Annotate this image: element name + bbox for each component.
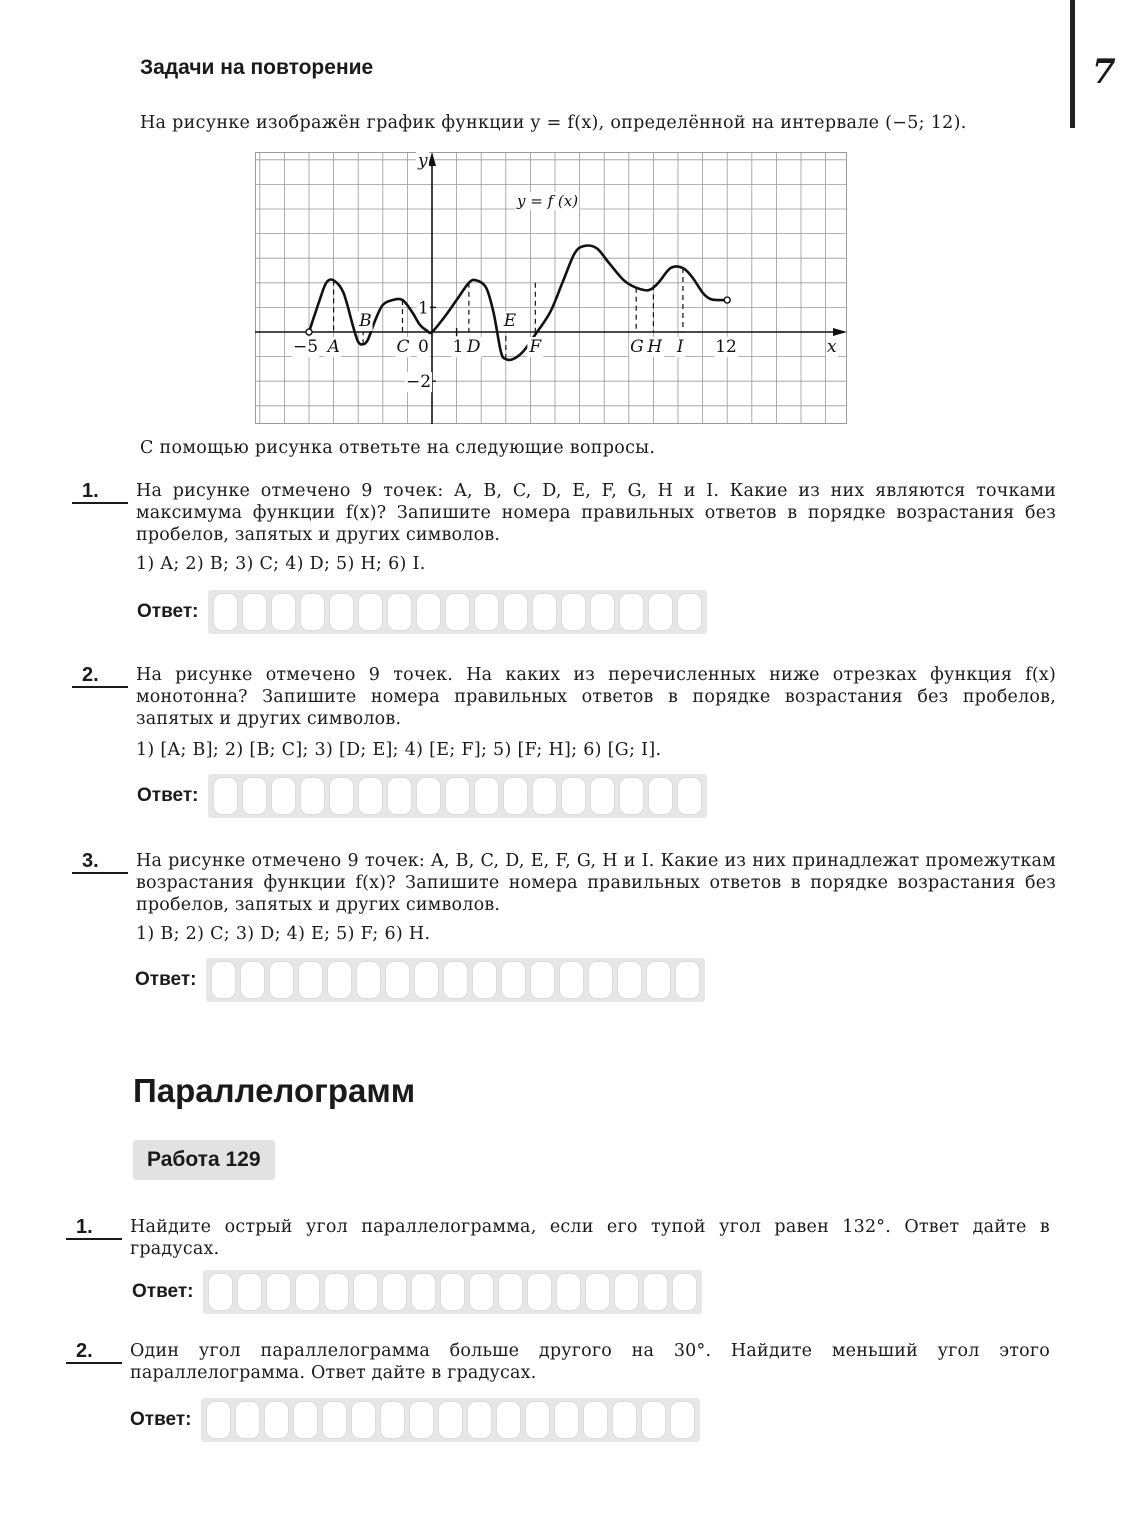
- answer-cell[interactable]: [501, 961, 526, 999]
- answer-cell[interactable]: [588, 961, 613, 999]
- answer-cell[interactable]: [213, 593, 238, 631]
- answer-cell[interactable]: [677, 777, 702, 815]
- point-label-e: E: [503, 311, 517, 331]
- answer-cell[interactable]: [643, 1273, 668, 1311]
- task-options: 1) B; 2) C; 3) D; 4) E; 5) F; 6) H.: [136, 924, 431, 944]
- answer-cell[interactable]: [590, 593, 615, 631]
- answer-cell[interactable]: [387, 593, 412, 631]
- answer-field[interactable]: [208, 774, 707, 818]
- intro-text: На рисунке изображён график функции y = f(x), определённой на интервале (−5; 12).: [140, 113, 967, 133]
- answer-cell[interactable]: [440, 1273, 465, 1311]
- answer-field[interactable]: [201, 1398, 700, 1442]
- answer-cell[interactable]: [416, 593, 441, 631]
- x-axis-label: x: [827, 337, 837, 357]
- x-tick-label-neg5: −5: [293, 337, 319, 357]
- answer-cell[interactable]: [353, 1273, 378, 1311]
- answer-cell[interactable]: [675, 961, 700, 999]
- answer-cell[interactable]: [619, 593, 644, 631]
- answer-cell[interactable]: [438, 1401, 463, 1439]
- task-number: 3.: [72, 850, 128, 874]
- answer-cell[interactable]: [641, 1401, 666, 1439]
- answer-cell[interactable]: [382, 1273, 407, 1311]
- answer-cell[interactable]: [561, 593, 586, 631]
- answer-cell[interactable]: [556, 1273, 581, 1311]
- work-label: Работа 129: [133, 1140, 275, 1180]
- task-text: Один угол параллелограмма больше другого на 30°. Найдите меньший угол этого параллелограмма. Ответ дайте в градусах.: [130, 1341, 1050, 1383]
- answer-cell[interactable]: [445, 777, 470, 815]
- answer-cell[interactable]: [206, 1401, 231, 1439]
- x-tick-label-1: 1: [452, 337, 464, 357]
- answer-cell[interactable]: [559, 961, 584, 999]
- function-curve: [309, 246, 727, 360]
- instructions-text: С помощью рисунка ответьте на следующие вопросы.: [140, 438, 656, 458]
- point-label-c: C: [396, 337, 410, 357]
- answer-cell[interactable]: [672, 1273, 697, 1311]
- answer-cell[interactable]: [443, 961, 468, 999]
- answer-cell[interactable]: [469, 1273, 494, 1311]
- answer-cell[interactable]: [327, 961, 352, 999]
- answer-cell[interactable]: [411, 1273, 436, 1311]
- x-tick-label-12: 12: [715, 337, 737, 357]
- function-graph: [255, 152, 847, 424]
- x-axis-arrow-icon: [833, 328, 847, 336]
- answer-cell[interactable]: [503, 593, 528, 631]
- task-number: 1.: [66, 1216, 122, 1240]
- answer-cell[interactable]: [264, 1401, 289, 1439]
- answer-cell[interactable]: [271, 593, 296, 631]
- answer-cell[interactable]: [356, 961, 381, 999]
- answer-cell[interactable]: [242, 593, 267, 631]
- answer-cell[interactable]: [208, 1273, 233, 1311]
- answer-cell[interactable]: [525, 1401, 550, 1439]
- answer-cell[interactable]: [242, 777, 267, 815]
- task-number: 2.: [72, 664, 128, 688]
- task-text: Найдите острый угол параллелограмма, если его тупой угол равен 132°. Ответ дайте в градусах.: [130, 1217, 1050, 1259]
- answer-cell[interactable]: [351, 1401, 376, 1439]
- curve-label: y = f (x): [517, 192, 579, 210]
- answer-label: Ответ:: [137, 785, 199, 806]
- task-text: На рисунке отмечено 9 точек: A, B, C, D, E, F, G, H и I. Какие из них являются точками максимума функции f(x)? Запишите номера правильных ответов в порядке возрастания без пробелов, запятых и других символов.: [136, 481, 1056, 545]
- answer-cell[interactable]: [298, 961, 323, 999]
- answer-cell[interactable]: [614, 1273, 639, 1311]
- answer-cell[interactable]: [585, 1273, 610, 1311]
- answer-cell[interactable]: [445, 593, 470, 631]
- answer-cell[interactable]: [387, 777, 412, 815]
- answer-cell[interactable]: [619, 777, 644, 815]
- answer-cell[interactable]: [554, 1401, 579, 1439]
- answer-cell[interactable]: [530, 961, 555, 999]
- answer-field[interactable]: [203, 1270, 702, 1314]
- answer-field[interactable]: [208, 590, 707, 634]
- answer-cell[interactable]: [266, 1273, 291, 1311]
- answer-cell[interactable]: [240, 961, 265, 999]
- task-text: На рисунке отмечено 9 точек. На каких из перечисленных ниже отрезках функция f(x) монотонна? Запишите номера правильных ответов в порядке возрастания без пробелов, запятых и других символов.: [136, 665, 1056, 729]
- answer-cell[interactable]: [414, 961, 439, 999]
- answer-cell[interactable]: [329, 593, 354, 631]
- point-label-f: F: [529, 337, 542, 357]
- answer-cell[interactable]: [561, 777, 586, 815]
- answer-cell[interactable]: [416, 777, 441, 815]
- answer-cell[interactable]: [583, 1401, 608, 1439]
- answer-row-review-2: [137, 774, 707, 818]
- answer-cell[interactable]: [300, 593, 325, 631]
- answer-cell[interactable]: [380, 1401, 405, 1439]
- answer-cell[interactable]: [271, 777, 296, 815]
- answer-cell[interactable]: [532, 777, 557, 815]
- answer-cell[interactable]: [648, 593, 673, 631]
- section-subtitle: Задачи на повторение: [140, 56, 374, 79]
- answer-cell[interactable]: [300, 777, 325, 815]
- answer-label: Ответ:: [132, 1281, 194, 1302]
- y-tick-label-1: 1: [418, 298, 429, 319]
- task-text: На рисунке отмечено 9 точек: A, B, C, D, E, F, G, H и I. Какие из них принадлежат промежуткам возрастания функции f(x)? Запишите номера правильных ответов в порядке возрастания без пробелов, запятых и других символов.: [136, 851, 1056, 915]
- point-label-a: A: [327, 337, 340, 357]
- answer-cell[interactable]: [527, 1273, 552, 1311]
- answer-cell[interactable]: [677, 593, 702, 631]
- answer-field[interactable]: [206, 958, 705, 1002]
- answer-cell[interactable]: [612, 1401, 637, 1439]
- answer-label: Ответ:: [137, 601, 199, 622]
- answer-cell[interactable]: [235, 1401, 260, 1439]
- page-number: 7: [1092, 52, 1116, 92]
- task-number: 1.: [72, 480, 128, 504]
- y-axis-arrow-icon: [428, 152, 436, 166]
- open-endpoint-right: [724, 297, 730, 303]
- point-label-d: D: [466, 337, 481, 357]
- answer-cell[interactable]: [213, 777, 238, 815]
- answer-cell[interactable]: [358, 593, 383, 631]
- answer-cell[interactable]: [269, 961, 294, 999]
- answer-row-review-1: [137, 590, 707, 634]
- answer-row-parallelogram-1: [132, 1270, 702, 1314]
- answer-row-review-3: [135, 958, 705, 1002]
- task-options: 1) A; 2) B; 3) C; 4) D; 5) H; 6) I.: [136, 554, 426, 574]
- y-axis-label: y: [418, 152, 428, 171]
- point-label-b: B: [359, 311, 372, 331]
- answer-cell[interactable]: [590, 777, 615, 815]
- page-edge-marker: [1070, 0, 1075, 128]
- answer-cell[interactable]: [322, 1401, 347, 1439]
- task-options: 1) [A; B]; 2) [B; C]; 3) [D; E]; 4) [E; F]; 5) [F; H]; 6) [G; I].: [136, 740, 662, 760]
- answer-row-parallelogram-2: [130, 1398, 700, 1442]
- task-number: 2.: [66, 1340, 122, 1364]
- point-label-h: H: [647, 337, 663, 357]
- x-tick-label-0: 0: [418, 337, 429, 357]
- answer-cell[interactable]: [358, 777, 383, 815]
- answer-cell[interactable]: [532, 593, 557, 631]
- answer-cell[interactable]: [211, 961, 236, 999]
- section-title: Параллелограмм: [133, 1072, 416, 1109]
- answer-label: Ответ:: [130, 1409, 192, 1430]
- answer-cell[interactable]: [329, 777, 354, 815]
- answer-cell[interactable]: [617, 961, 642, 999]
- answer-cell[interactable]: [295, 1273, 320, 1311]
- answer-cell[interactable]: [324, 1273, 349, 1311]
- answer-cell[interactable]: [498, 1273, 523, 1311]
- answer-cell[interactable]: [467, 1401, 492, 1439]
- answer-cell[interactable]: [503, 777, 528, 815]
- answer-cell[interactable]: [472, 961, 497, 999]
- open-endpoint-left: [306, 329, 312, 335]
- answer-cell[interactable]: [409, 1401, 434, 1439]
- answer-label: Ответ:: [135, 969, 197, 990]
- answer-cell[interactable]: [648, 777, 673, 815]
- y-tick-label-neg2: −2: [406, 372, 432, 393]
- answer-cell[interactable]: [670, 1401, 695, 1439]
- point-label-g: G: [630, 337, 644, 357]
- answer-cell[interactable]: [496, 1401, 521, 1439]
- answer-cell[interactable]: [293, 1401, 318, 1439]
- answer-cell[interactable]: [385, 961, 410, 999]
- answer-cell[interactable]: [474, 593, 499, 631]
- point-label-i: I: [676, 337, 684, 357]
- answer-cell[interactable]: [646, 961, 671, 999]
- answer-cell[interactable]: [237, 1273, 262, 1311]
- answer-cell[interactable]: [474, 777, 499, 815]
